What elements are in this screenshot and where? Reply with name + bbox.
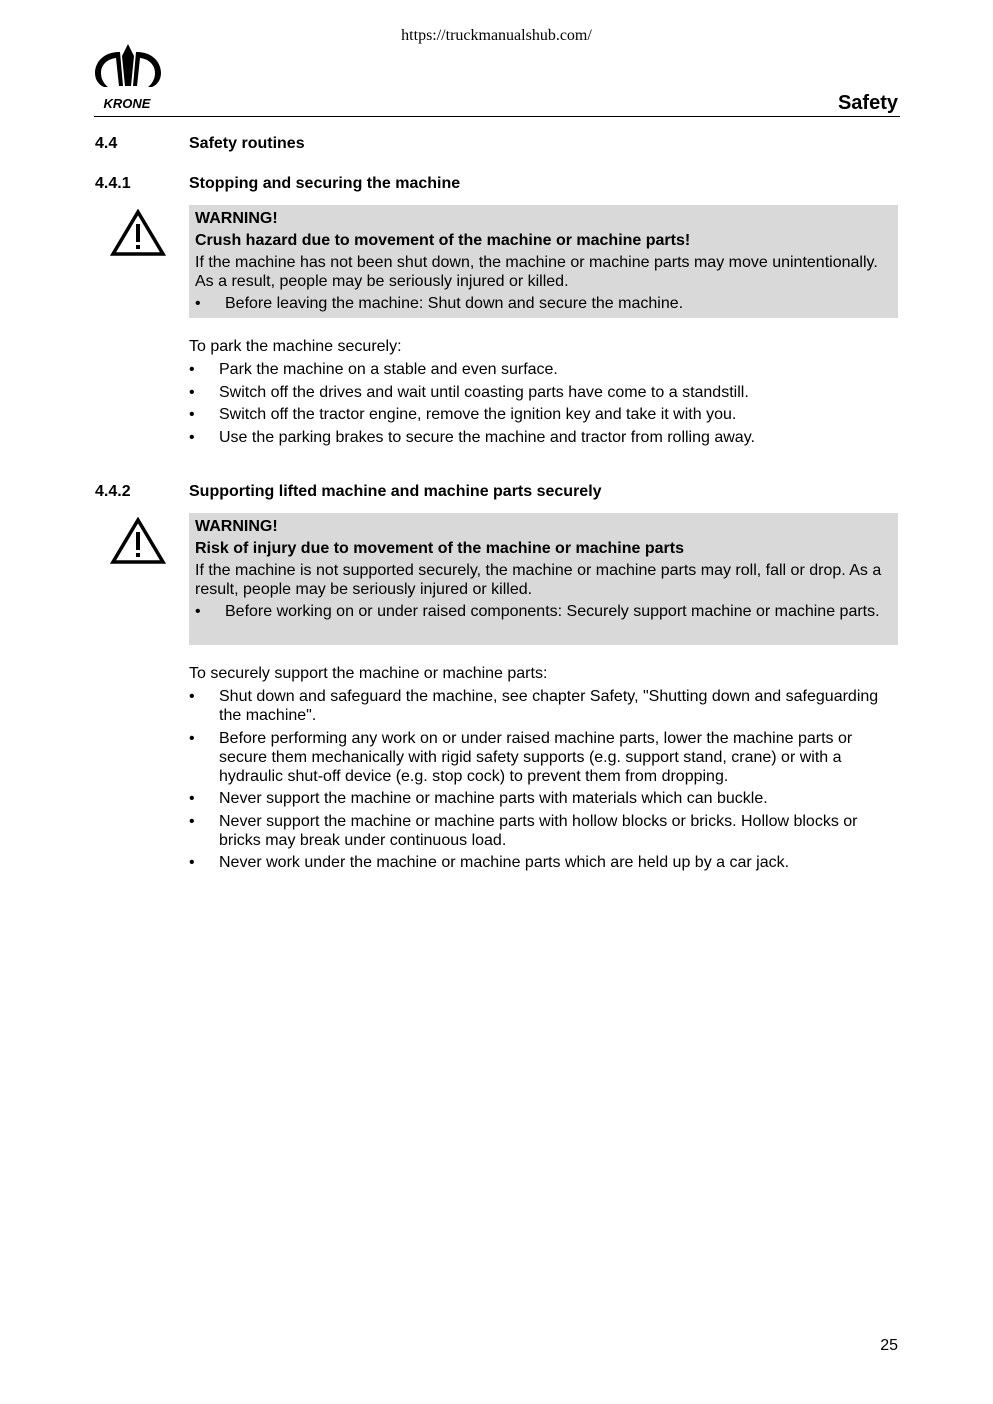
list-item-text: Park the machine on a stable and even surface. [219, 361, 558, 378]
header-rule [94, 116, 900, 117]
subsection-number: 4.4.1 [95, 175, 131, 192]
krone-logo [92, 42, 164, 112]
subsection-title: Stopping and securing the machine [189, 175, 461, 192]
bullet-glyph: • [189, 406, 195, 423]
list-item [189, 853, 889, 872]
list-item [189, 405, 889, 424]
bullet-glyph: • [189, 688, 195, 705]
warning-body: If the machine has not been shut down, the machine or machine parts may move unintentionally. As a result, people may be seriously injured or killed. [195, 254, 878, 290]
list-item-text: Never support the machine or machine parts with materials which can buckle. [219, 790, 768, 807]
subsection-number: 4.4.2 [95, 483, 131, 500]
bullet-glyph: • [189, 383, 195, 401]
bullet-glyph: • [195, 295, 201, 312]
list-item-text: Use the parking brakes to secure the machine and tractor from rolling away. [219, 428, 755, 446]
section-title: Safety routines [189, 135, 305, 152]
page-number: 25 [880, 1337, 898, 1354]
warning-heading: WARNING! [195, 210, 278, 227]
bullet-glyph: • [189, 812, 195, 830]
list-item [189, 729, 889, 786]
list-item-text: Before performing any work on or under raised machine parts, lower the machine parts or secure them mechanically with rigid safety supports (e.g. support stand, crane) or with a hydraulic shut-off device (e.g. stop cock) to prevent them from dropping. [219, 729, 853, 785]
warning-bullet [195, 294, 892, 313]
list-item [189, 428, 889, 447]
warning-box [189, 513, 898, 645]
bullet-glyph: • [189, 729, 195, 747]
warning-body: If the machine is not supported securely, the machine or machine parts may roll, fall or drop. As a result, people may be seriously injured or killed. [195, 562, 882, 598]
bullet-list [189, 360, 889, 450]
bullet-glyph: • [195, 603, 201, 620]
intro-text: To park the machine securely: [189, 338, 402, 355]
bullet-glyph: • [189, 854, 195, 871]
source-url: https://truckmanualshub.com/ [401, 27, 592, 44]
logo-brand-text: KRONE [103, 96, 151, 111]
header-title: Safety [837, 92, 898, 114]
list-item [189, 789, 889, 808]
list-item-text: Switch off the tractor engine, remove the ignition key and take it with you. [219, 406, 737, 423]
warning-bullet-text: Before working on or under raised components: Securely support machine or machine parts. [225, 603, 880, 620]
bullet-glyph: • [189, 428, 195, 446]
warning-triangle-icon [110, 209, 166, 257]
warning-bullet [195, 602, 892, 621]
list-item-text: Never support the machine or machine parts with hollow blocks or bricks. Hollow blocks or bricks may break under continuous load. [219, 812, 858, 849]
bullet-glyph: • [189, 361, 195, 378]
warning-triangle-icon [110, 517, 166, 565]
list-item [189, 687, 889, 725]
warning-bullet-text: Before leaving the machine: Shut down and secure the machine. [225, 295, 684, 312]
intro-text: To securely support the machine or machine parts: [189, 665, 548, 682]
section-number: 4.4 [95, 135, 118, 152]
bullet-list [189, 687, 889, 876]
list-item [189, 812, 889, 850]
list-item-text: Switch off the drives and wait until coasting parts have come to a standstill. [219, 383, 749, 401]
list-item-text: Never work under the machine or machine parts which are held up by a car jack. [219, 854, 790, 871]
warning-subheading: Risk of injury due to movement of the machine or machine parts [195, 540, 684, 557]
warning-heading: WARNING! [195, 518, 278, 535]
list-item [189, 383, 889, 402]
list-item-text: Shut down and safeguard the machine, see chapter Safety, "Shutting down and safeguarding the machine". [219, 688, 879, 724]
warning-subheading: Crush hazard due to movement of the machine or machine parts! [195, 232, 691, 249]
list-item [189, 360, 889, 379]
warning-box [189, 205, 898, 318]
bullet-glyph: • [189, 790, 195, 807]
subsection-title: Supporting lifted machine and machine parts securely [189, 483, 602, 500]
